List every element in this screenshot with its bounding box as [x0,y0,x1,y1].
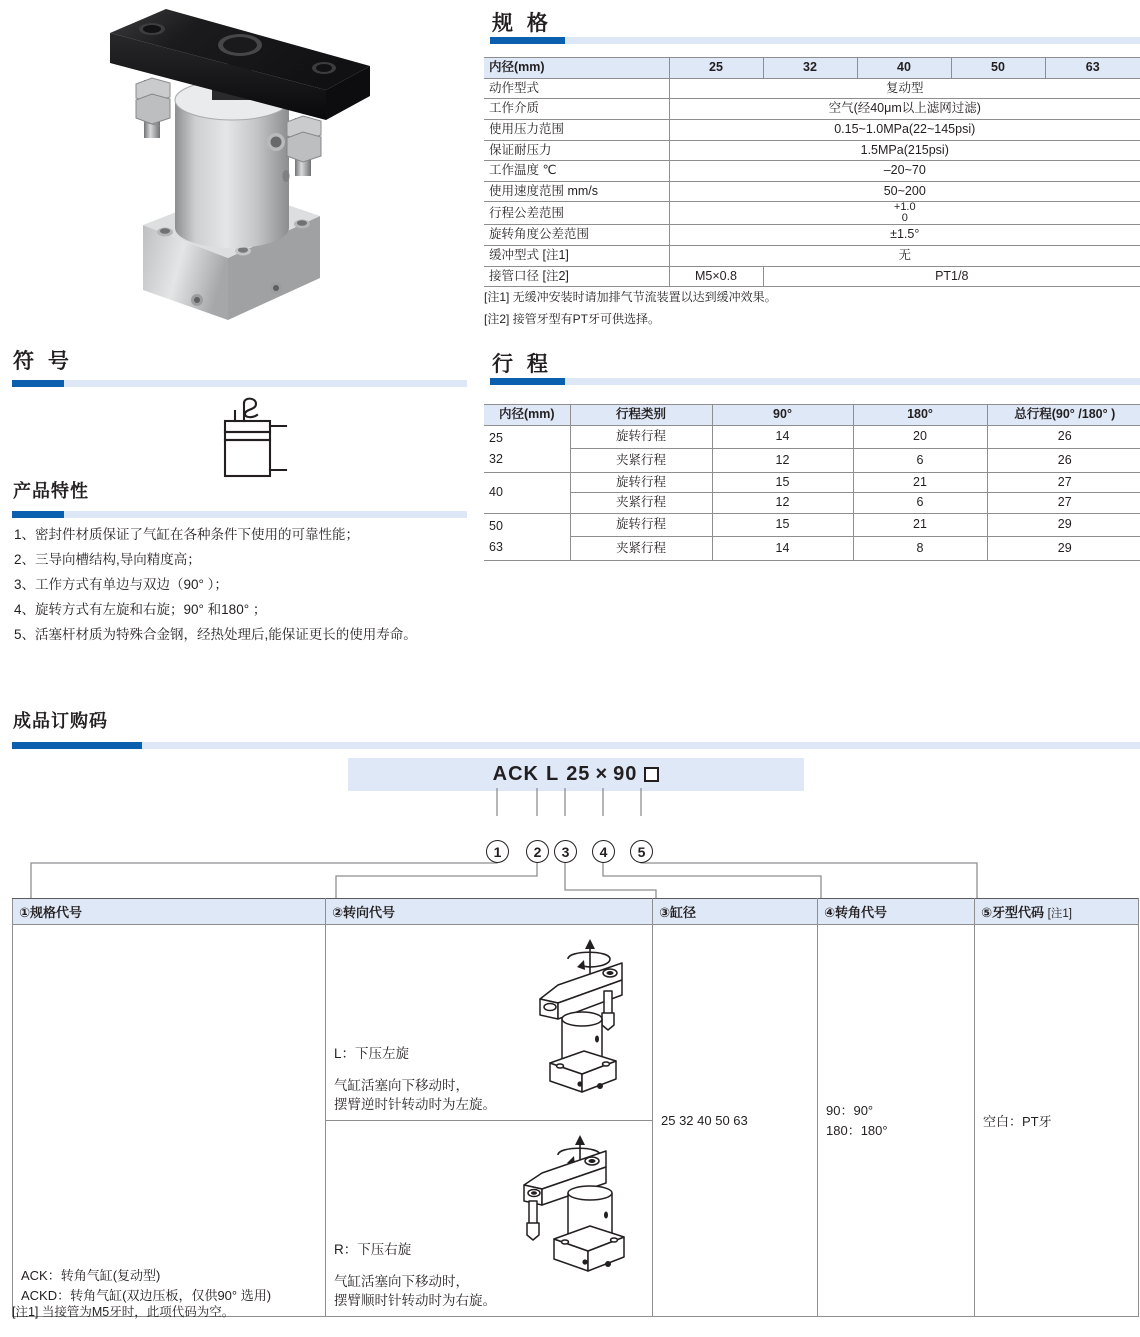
stroke-total-cell: 27 [987,472,1140,493]
spec-row-label: 使用压力范围 [484,119,669,140]
stroke-total-cell: 29 [987,537,1140,561]
order-code-times: × [595,763,609,785]
stroke-total-cell: 29 [987,513,1140,537]
order-marker-3: 3 [554,840,577,863]
ordering-header-row [13,899,1139,925]
stroke-180-cell: 21 [853,513,987,537]
product-photo [80,0,370,330]
spec-row-value-tolerance [669,202,1140,225]
spec-row-label: 缓冲型式 [注1] [484,246,669,267]
ordering-header-1-label: ①规格代号 [19,905,83,920]
ordering-angle-line-2: 180：180° [826,1122,888,1138]
stroke-type-cell: 旋转行程 [570,472,712,493]
spec-row [484,161,1140,182]
stroke-90-cell: 14 [712,537,853,561]
stroke-180-cell: 8 [853,537,987,561]
stroke-type-cell: 旋转行程 [570,425,712,449]
spec-header-63: 63 [1045,58,1140,79]
specification-table [484,57,1140,287]
stroke-header-bore: 内径(mm) [484,405,570,426]
order-code-bore: 25 [566,763,591,785]
rotation-right-svg [518,1131,638,1301]
ordering-header-4 [818,899,975,925]
spec-section-heading [492,12,552,35]
stroke-90-cell: 15 [712,513,853,537]
spec-row [484,78,1140,99]
feature-item: 4、旋转方式有左旋和右旋；90° 和180° ； [14,602,267,617]
order-title-rule [12,742,1140,749]
ordering-thread-value: 空白：PT牙 [983,1114,1052,1129]
spec-row-label: 行程公差范围 [484,202,669,225]
spec-header-25: 25 [669,58,763,79]
spec-title-rule [490,37,1140,44]
ordering-header-5 [975,899,1139,925]
stroke-bore-value: 40 [489,485,503,500]
pneumatic-symbol-diagram [200,393,315,483]
stroke-bore-cell [484,513,570,560]
spec-header-row [484,58,1140,79]
rotation-right-desc-1: 气缸活塞向下移动时， [334,1274,469,1289]
order-footer-note: [注1] 当接管为M5牙时，此项代码为空。 [12,1305,235,1319]
stroke-90-cell: 12 [712,493,853,514]
ordering-header-1 [13,899,326,925]
rotation-left-title: L：下压左旋 [334,1046,410,1061]
feature-item: 5、活塞杆材质为特殊合金钢，经热处理后,能保证更长的使用寿命。 [14,627,417,642]
stroke-bore-cell [484,425,570,472]
spec-row [484,225,1140,246]
rotation-left-desc-1: 气缸活塞向下移动时， [334,1078,469,1093]
stroke-section-heading [492,353,552,376]
spec-row-value-rest: PT1/8 [763,266,1140,287]
stroke-180-cell: 21 [853,472,987,493]
feature-item: 2、三导向槽结构,导向精度高； [14,552,201,567]
stroke-bore-value: 32 [489,451,503,466]
stroke-row [484,449,1140,473]
stroke-type-cell: 夹紧行程 [570,493,712,514]
stroke-bore-value: 25 [489,430,503,445]
spec-row [484,99,1140,120]
ordering-header-5-label: ⑤牙型代码 [981,905,1045,920]
stroke-row [484,472,1140,493]
stroke-table-body [484,425,1140,560]
symbol-title-rule [12,380,467,387]
rotation-right-desc-2: 摆臂顺时针转动时为右旋。 [334,1293,496,1308]
stroke-header-row [484,405,1140,426]
spec-row-label: 工作介质 [484,99,669,120]
order-code-bar [348,758,804,791]
spec-row-value: –20~70 [669,161,1140,182]
spec-header-50: 50 [951,58,1045,79]
stroke-title: 行 程 [492,353,552,376]
ordering-header-2-label: ②转向代号 [332,905,396,920]
spec-row-label: 接管口径 [注2] [484,266,669,287]
ordering-header-3-label: ③缸径 [659,905,697,920]
spec-row [484,119,1140,140]
feature-item: 3、工作方式有单边与双边（90° ）； [14,577,228,592]
stroke-type-cell: 夹紧行程 [570,537,712,561]
spec-header-32: 32 [763,58,857,79]
tolerance-lower: 0 [901,212,908,225]
spec-row [484,266,1140,287]
ordering-cell-rotation-right [326,1121,653,1317]
spec-row-value: ±1.5° [669,225,1140,246]
spec-row-label: 工作温度 ℃ [484,161,669,182]
order-marker-4: 4 [592,840,615,863]
spec-note-1: [注1] 无缓冲安装时请加排气节流装置以达到缓冲效果。 [484,290,777,304]
stroke-row [484,425,1140,449]
stroke-total-cell: 27 [987,493,1140,514]
order-code-thread-box [644,767,659,782]
ordering-cell-thread [975,925,1139,1317]
features-title: 产品特性 [13,481,89,501]
features-title-rule [12,511,467,518]
spec-row-value: 无 [669,246,1140,267]
stroke-180-cell: 20 [853,425,987,449]
ordering-bore-values: 25 32 40 50 63 [661,1113,748,1128]
spec-table-body [484,78,1140,287]
stroke-row [484,537,1140,561]
ordering-header-2 [326,899,653,925]
rotation-right-illustration [518,1131,638,1304]
rotation-left-svg [518,935,638,1105]
stroke-180-cell: 6 [853,493,987,514]
spec-row [484,202,1140,225]
order-code-angle: 90 [613,763,638,785]
spec-row-value: 0.15~1.0MPa(22~145psi) [669,119,1140,140]
stroke-90-cell: 15 [712,472,853,493]
ordering-row-left [13,925,1139,1121]
stroke-90-cell: 14 [712,425,853,449]
stroke-header-90: 90° [712,405,853,426]
spec-row-value-first: M5×0.8 [669,266,763,287]
stroke-total-cell: 26 [987,449,1140,473]
spec-row [484,246,1140,267]
ordering-header-5-note: [注1] [1047,908,1072,920]
order-section-heading [13,712,108,732]
ordering-header-3 [653,899,818,925]
order-code-series: ACK [492,763,539,785]
ordering-angle-line-1: 90：90° [826,1102,874,1118]
stroke-bore-value: 63 [489,539,503,554]
stroke-type-cell: 夹紧行程 [570,449,712,473]
stroke-bore-cell [484,472,570,513]
pneumatic-symbol-svg [200,393,315,483]
ordering-cell-angle [818,925,975,1317]
feature-item: 1、密封件材质保证了气缸在各种条件下使用的可靠性能； [14,527,360,542]
symbol-section-heading [13,350,73,373]
spec-row [484,181,1140,202]
features-section-heading [13,482,89,502]
spec-row-label: 使用速度范围 mm/s [484,181,669,202]
spec-row-label: 动作型式 [484,78,669,99]
ordering-cell-spec-code [13,925,326,1317]
order-code-text [493,763,660,786]
spec-title: 规 格 [492,12,552,35]
spec-header-bore: 内径(mm) [484,58,669,79]
order-code-rotation: L [545,763,560,785]
ordering-detail-table [12,898,1139,1317]
spec-row-value: 复动型 [669,78,1140,99]
order-marker-2: 2 [526,840,549,863]
order-title: 成品订购码 [13,711,108,731]
stroke-bore-value: 50 [489,518,503,533]
product-photo-svg [80,0,370,330]
spec-row-label: 保证耐压力 [484,140,669,161]
spec-row-value: 1.5MPa(215psi) [669,140,1140,161]
product-features-list [14,522,474,647]
spec-row-label: 旋转角度公差范围 [484,225,669,246]
stroke-180-cell: 6 [853,449,987,473]
stroke-90-cell: 12 [712,449,853,473]
stroke-header-180: 180° [853,405,987,426]
ordering-spec-line-2: ACKD：转角气缸(双边压板，仅供90° 选用) [21,1288,272,1303]
spec-header-40: 40 [857,58,951,79]
spec-row-value: 空气(经40μm以上滤网过滤) [669,99,1140,120]
stroke-row [484,513,1140,537]
order-marker-5: 5 [630,840,653,863]
spec-note-2: [注2] 接管牙型有PT牙可供选择。 [484,312,661,326]
stroke-header-total: 总行程(90° /180° ) [987,405,1140,426]
spec-row-value: 50~200 [669,181,1140,202]
spec-row [484,140,1140,161]
symbol-title: 符 号 [13,350,73,373]
stroke-total-cell: 26 [987,425,1140,449]
stroke-header-type: 行程类别 [570,405,712,426]
stroke-type-cell: 旋转行程 [570,513,712,537]
ordering-cell-rotation-left [326,925,653,1121]
rotation-right-title: R：下压右旋 [334,1242,412,1257]
ordering-spec-line-1: ACK：转角气缸(复动型) [21,1268,161,1283]
stroke-row [484,493,1140,514]
order-marker-1: 1 [486,840,509,863]
stroke-title-rule [490,378,1140,385]
tolerance-upper: +1.0 [893,201,916,214]
rotation-left-illustration [518,935,638,1108]
stroke-table [484,404,1140,561]
rotation-left-desc-2: 摆臂逆时针转动时为左旋。 [334,1097,496,1112]
ordering-cell-bore [653,925,818,1317]
ordering-header-4-label: ④转角代号 [824,905,888,920]
